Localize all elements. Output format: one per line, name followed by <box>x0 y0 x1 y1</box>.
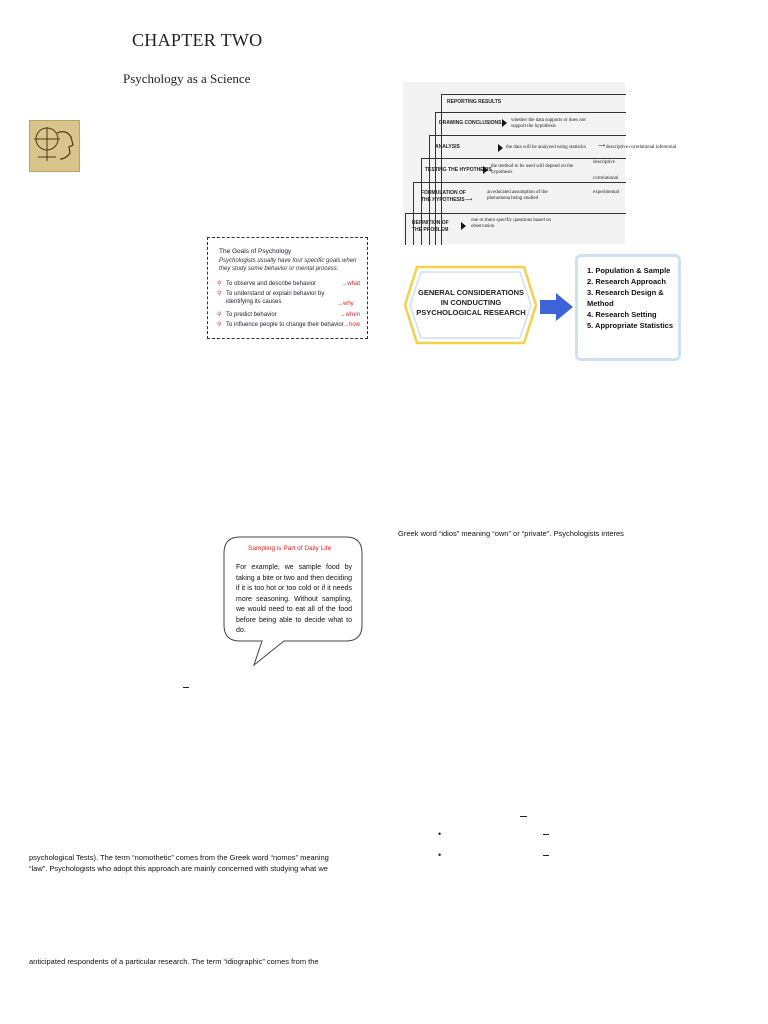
step-label: ANALYSIS <box>435 144 460 150</box>
body-text-line: Greek word “idios” meaning “own” or “private”. Psychologists interes <box>398 529 624 538</box>
arrow-right-icon <box>502 119 507 127</box>
goal-item: ⚲ To understand or explain behavior by identifying its causes <box>217 291 325 305</box>
statistics-types: descriptive correlational inferential <box>606 145 677 150</box>
goals-title: The Goals of Psychology <box>219 248 292 255</box>
arrow-right-icon <box>461 222 466 230</box>
step-description: the method to be used will depend on the hypothesis <box>491 164 574 175</box>
dash-mark <box>183 687 189 688</box>
step-label: REPORTING RESULTS <box>447 99 502 105</box>
method-type: correlational <box>593 176 619 181</box>
step-label: DRAWING CONCLUSIONS <box>439 120 502 126</box>
consideration-item: 4. Research Setting <box>587 310 657 319</box>
step-description: one or more specific questions based on observation <box>471 218 551 229</box>
bubble-title: Sampling is Part of Daily Life <box>248 545 332 552</box>
step-label: DEFINITION OF THE PROBLEM <box>412 220 449 233</box>
step-label: FORMULATION OF THE HYPOTHESIS <box>421 190 466 203</box>
consideration-item: 2. Research Approach <box>587 277 666 286</box>
method-type: experimental <box>593 190 620 195</box>
consideration-item: 1. Population & Sample <box>587 266 671 275</box>
vitruvian-head-image <box>29 120 80 172</box>
step-description: an educated assumption of the phenomena being studied <box>487 190 548 201</box>
step-description: the data will be analyzed using statistics <box>506 145 587 150</box>
goal-item: ⚲ To predict behavior →when <box>217 312 360 318</box>
considerations-list <box>575 254 681 361</box>
arrow-right-icon <box>498 144 503 152</box>
consideration-item: 3. Research Design & Method <box>587 288 664 308</box>
goal-item: ⚲ To observe and describe behavior →what <box>217 281 360 287</box>
arrow-right-icon <box>483 166 488 174</box>
goal-item: ⚲ To influence people to change their behavior →how <box>217 322 360 328</box>
considerations-title: GENERAL CONSIDERATIONS IN CONDUCTING PSYCHOLOGICAL RESEARCH <box>416 288 526 317</box>
statistics-arrow: ⟶ <box>598 144 606 149</box>
body-text-line: anticipated respondents of a particular research. The term “idiographic” comes from the <box>29 957 319 966</box>
goal-question: →when <box>339 312 360 318</box>
pin-icon: ⚲ <box>217 312 222 318</box>
arrow-icon: ⟶ <box>465 198 473 203</box>
consideration-item: 5. Appropriate Statistics <box>587 321 673 330</box>
pin-icon: ⚲ <box>217 322 222 328</box>
dash-mark <box>543 834 549 835</box>
bullet-icon: • <box>438 850 442 860</box>
dash-mark <box>520 816 527 817</box>
research-steps-diagram <box>403 82 677 244</box>
goals-intro: Psychologists usually have four specific goals when they study some behavior or mental process: <box>219 258 357 272</box>
method-type: descriptive <box>593 160 615 165</box>
bullet-icon: • <box>438 829 442 839</box>
body-text-line: psychological Tests). The term “nomothetic” comes from the Greek word “nomos” meaning <box>29 853 329 862</box>
pin-icon: ⚲ <box>217 291 222 297</box>
chapter-subtitle: Psychology as a Science <box>123 71 251 86</box>
general-considerations-hexagon <box>403 265 538 345</box>
step-description: whether the data supports or does not support the hypothesis <box>511 118 586 129</box>
goal-question: →how <box>342 322 360 328</box>
body-text-line: “law”. Psychologists who adopt this approach are mainly concerned with studying what we <box>29 864 328 873</box>
goal-question: →what <box>341 281 360 287</box>
arrow-right-icon <box>540 293 574 326</box>
chapter-title: CHAPTER TWO <box>132 30 263 50</box>
goals-of-psychology-box <box>207 237 368 339</box>
bubble-text: For example, we sample food by taking a bite or two and then deciding if it is too hot or too cold or if it needs more seasoning. Without sampling, we would need to eat all of the food before being able to decide what to do. <box>236 564 352 634</box>
dash-mark <box>543 855 549 856</box>
pin-icon: ⚲ <box>217 281 222 287</box>
goal-question: →why <box>337 301 354 307</box>
step-label: TESTING THE HYPOTHESIS <box>425 167 492 173</box>
